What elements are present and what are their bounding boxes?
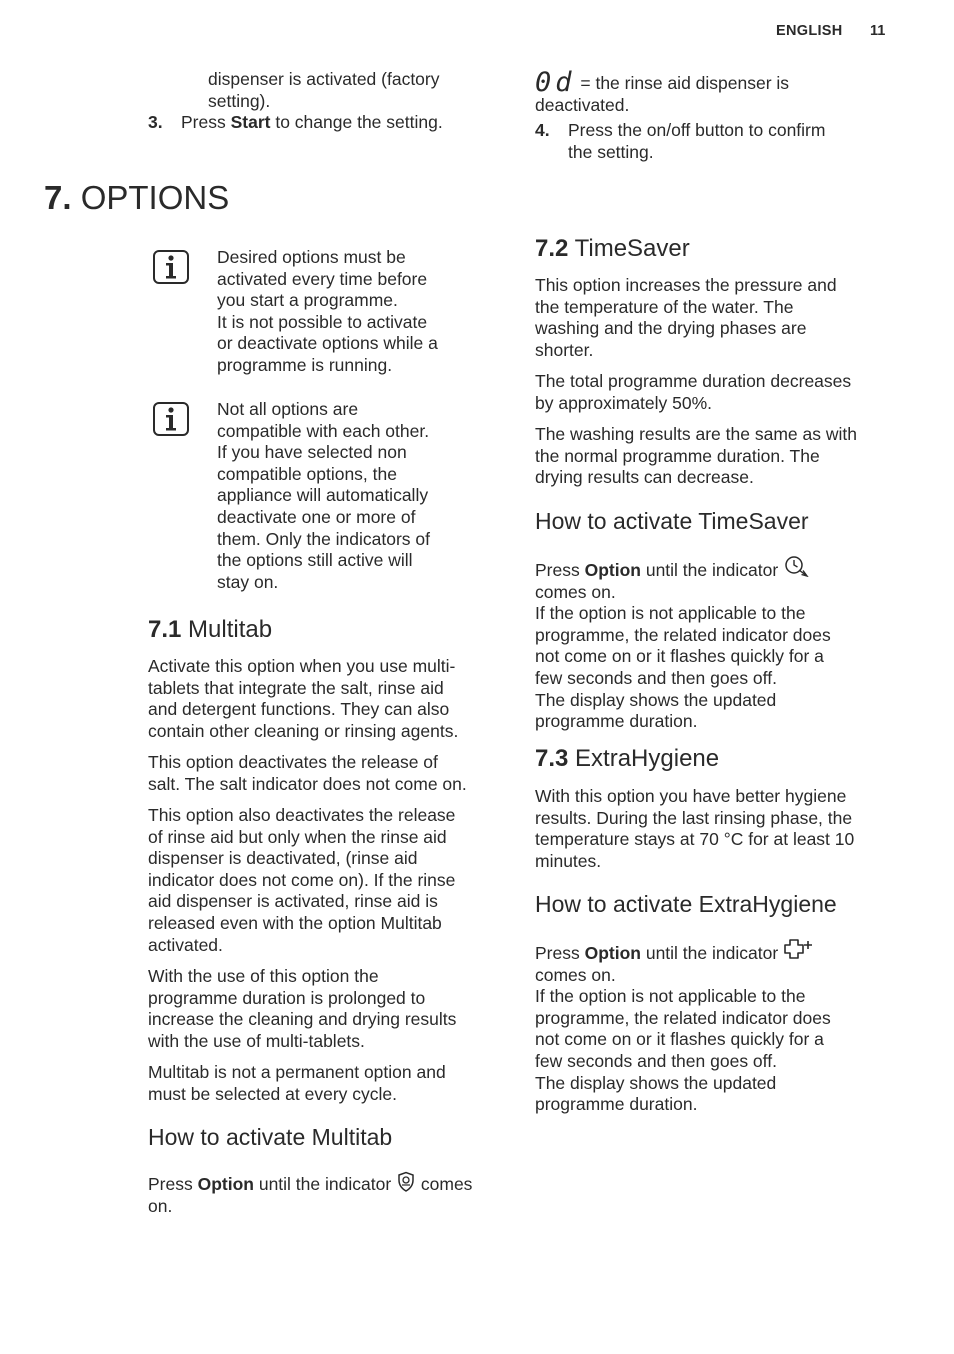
chapter-title: 7. OPTIONS — [44, 179, 230, 216]
continued-text: dispenser is activated (factory setting). — [208, 69, 440, 111]
info-icon — [153, 402, 189, 436]
info-note-2: Not all options are compatible with each other. If you have selected non compatible options, the appliance will automatically deactivate one or more of them. Only the indicators of the options still active will stay on. — [217, 399, 431, 592]
step-4: 4. Press the on/off button to confirm the setting. — [535, 120, 826, 162]
howto-multitab-text: Press Option until the indicator comes on. — [148, 1171, 518, 1217]
info-icon — [153, 250, 189, 284]
multitab-paragraph-5: Multitab is not a permanent option and must be selected at every cycle. — [148, 1062, 446, 1104]
multitab-paragraph-2: This option deactivates the release of salt. The salt indicator does not come on. — [148, 752, 467, 794]
extrahygiene-paragraph-1: With this option you have better hygiene results. During the last rinsing phase, the temperature stays at 70 °C for at least 10 minutes. — [535, 786, 855, 871]
rinse-aid-setting: 0d = the rinse aid dispenser is deactivated. — [535, 67, 790, 115]
display-code: 0d — [535, 67, 576, 98]
step-3: 3. Press Start to change the setting. — [148, 112, 443, 132]
timesaver-paragraph-3: The washing results are the same as with the normal programme duration. The drying results can decrease. — [535, 424, 857, 488]
step-number: 3. — [148, 112, 163, 132]
howto-extrahygiene-text: Press Option until the indicator comes on. If the option is not applicable to the programme, the related indicator does not come on or it flashes quickly for a few seconds and then goes off. The display shows the updated programme duration. — [535, 938, 905, 1116]
timesaver-paragraph-2: The total programme duration decreases by approximately 50%. — [535, 371, 852, 413]
timesaver-indicator-icon — [783, 555, 809, 577]
multitab-paragraph-3: This option also deactivates the release of rinse aid but only when the rinse aid dispenser is deactivated, (rinse aid indicator does not come on). If the rinse aid dispenser is activated, rinse aid is released even with the option Multitab activated. — [148, 805, 456, 955]
multitab-paragraph-1: Activate this option when you use multi- tablets that integrate the salt, rinse aid and detergent functions. They can also contain other cleaning or rinsing agents. — [148, 656, 459, 741]
info-note-1: Desired options must be activated every time before you start a programme. It is not possible to activate or deactivate options while a programme is running. — [217, 247, 438, 375]
step-number: 4. — [535, 120, 550, 140]
multitab-indicator-icon — [396, 1171, 416, 1193]
multitab-paragraph-4: With the use of this option the programme duration is prolonged to increase the cleaning and drying results with the use of multi-tablets. — [148, 966, 457, 1051]
header-language: ENGLISH — [776, 23, 843, 39]
howto-timesaver-text: Press Option until the indicator comes on. If the option is not applicable to the programme, the related indicator does not come on or it flashes quickly for a few seconds and then goes off. The display shows the updated programme duration. — [535, 555, 905, 733]
howto-heading-extrahygiene: How to activate ExtraHygiene — [535, 891, 837, 917]
section-heading-timesaver: 7.2 TimeSaver — [535, 235, 690, 262]
page-number: 11 — [870, 23, 886, 39]
timesaver-paragraph-1: This option increases the pressure and the temperature of the water. The washing and the drying phases are shorter. — [535, 275, 837, 360]
howto-heading-multitab: How to activate Multitab — [148, 1124, 393, 1150]
section-heading-multitab: 7.1 Multitab — [148, 616, 273, 643]
howto-heading-timesaver: How to activate TimeSaver — [535, 508, 809, 534]
extrahygiene-indicator-icon — [783, 938, 813, 960]
section-heading-extrahygiene: 7.3 ExtraHygiene — [535, 745, 720, 772]
